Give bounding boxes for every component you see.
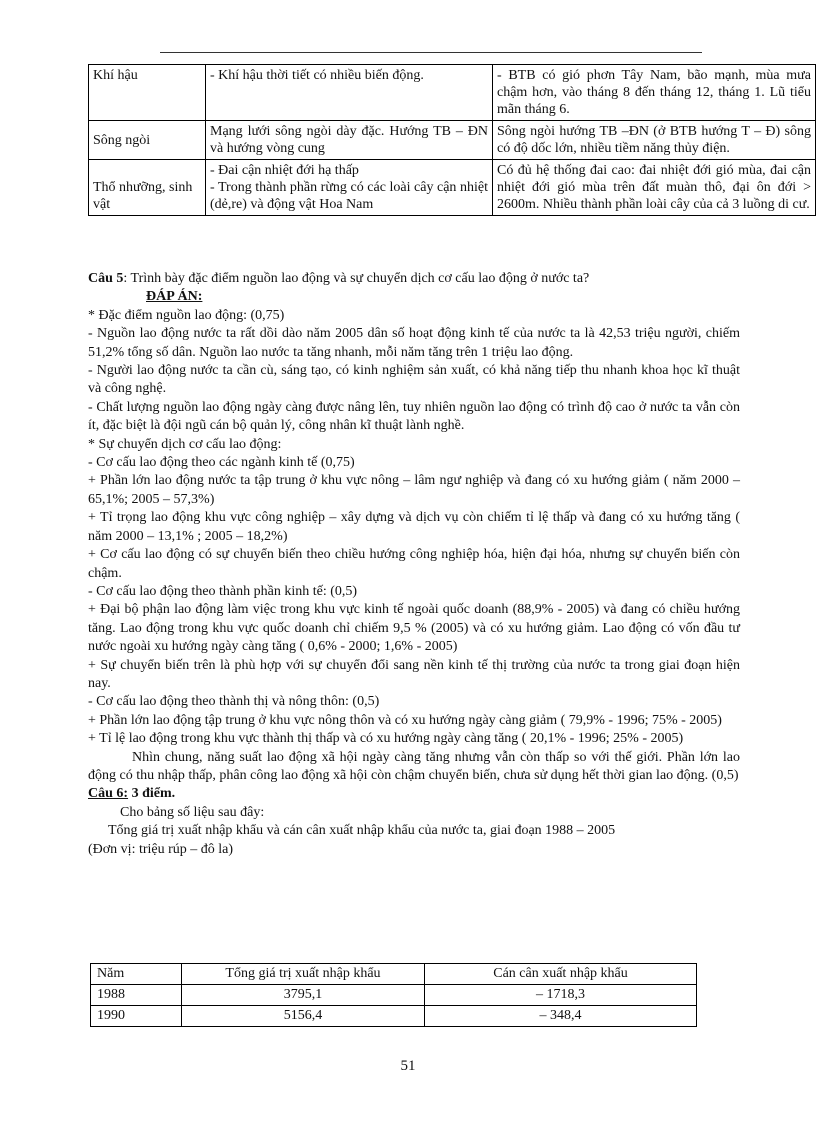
total-cell: 5156,4 [182,1006,425,1027]
cell-line: - Khí hậu thời tiết có nhiều biến động. [210,68,424,83]
year-cell: 1990 [91,1006,182,1027]
table-row [91,1006,697,1027]
total-cell: 3795,1 [182,985,425,1006]
cell-line: Mạng lưới sông ngòi dày đặc. Hướng TB – ĐN và hướng vòng cung [210,124,488,156]
question-points: 3 điểm. [128,786,176,802]
table-header-row [91,964,697,985]
row-label: Sông ngòi [89,121,206,160]
conclusion: Nhìn chung, năng suất lao động xã hội ngày càng tăng nhưng vẫn còn thấp so với thế giới. Phần lớn lao động có thu nhập thấp, phân công lao động xã hội còn chậm chuyển biến, chưa sử dụng hết thời gian lao động. (0,5) [88,749,740,783]
answer-line: + Cơ cấu lao động có sự chuyển biến theo chiều hướng công nghiệp hóa, hiện đại hóa, nhưng sự chuyển biến còn chậm. [88,547,740,581]
answer-line: - Nguồn lao động nước ta rất dồi dào năm 2005 dân số hoạt động kinh tế của nước ta là 42,53 triệu người, chiếm 51,2% tổng số dân. Nguồn lao nước ta tăng nhanh, mỗi năm tăng trên 1 triệu lao động. [88,326,740,360]
main-content [88,270,740,859]
question-intro: Cho bảng số liệu sau đây: [120,804,265,820]
page-number: 51 [400,1058,416,1074]
south-cell [493,121,816,160]
table-row [89,160,816,216]
table-row [89,121,816,160]
table-title: Tổng giá trị xuất nhập khẩu và cán cân xuất nhập khẩu của nước ta, giai đoạn 1988 – 2005 [108,823,616,839]
answer-line: * Đặc điểm nguồn lao động: (0,75) [88,307,285,323]
answer-line: + Tỉ trọng lao động khu vực công nghiệp – xây dựng và dịch vụ còn chiếm tỉ lệ thấp và đang có xu hướng tăng ( năm 2000 – 13,1% ; 2005 – 18,2%) [88,510,740,544]
table-unit: (Đơn vị: triệu rúp – đô la) [88,841,234,857]
question-text: : Trình bày đặc điểm nguồn lao động và sự chuyển dịch cơ cấu lao động ở nước ta? [123,271,590,286]
answer-line: + Sự chuyển biến trên là phù hợp với sự chuyển đổi sang nền kinh tế thị trường của nước ta trong giai đoạn hiện nay. [88,657,740,691]
answer-line: - Cơ cấu lao động theo thành thị và nông thôn: (0,5) [88,694,380,710]
column-header: Cán cân xuất nhập khẩu [425,964,697,985]
table-row [91,985,697,1006]
header-rule [160,52,702,53]
answer-line: + Tỉ lệ lao động trong khu vực thành thị thấp và có xu hướng ngày càng tăng ( 20,1% - 1996; 25% - 2005) [88,731,684,747]
answer-line: + Đại bộ phận lao động làm việc trong khu vực kinh tế ngoài quốc doanh (88,9% - 2005) và đang có chiều hướng tăng. Lao động trong khu vực quốc doanh chỉ chiếm 9,5 % (2005) và có xu hướng giảm. Lao động có vốn đầu tư nước ngoài xu hướng ngày càng tăng ( 0,6% - 2000; 1,6% - 2005) [88,602,740,655]
cell-line: - BTB có gió phơn Tây Nam, bão mạnh, mùa mưa chậm hơn, vào tháng 8 đến tháng 12, tháng 1. Lũ tiểu mãn tháng 6. [497,68,811,117]
answer-line: - Người lao động nước ta cần cù, sáng tạo, có kinh nghiệm sản xuất, có khả năng tiếp thu nhanh khoa học kĩ thuật và công nghệ. [88,363,740,397]
column-header: Năm [91,964,182,985]
trade-table [90,963,697,1027]
answer-heading: ĐÁP ÁN: [146,289,203,305]
answer-line: - Cơ cấu lao động theo các ngành kinh tế (0,75) [88,455,355,471]
cell-line: Sông ngòi hướng TB –ĐN (ở BTB hướng T – Đ) sông có độ dốc lớn, nhiều tiềm năng thủy điện. [497,124,811,156]
north-cell [206,160,493,216]
cell-line: - Trong thành phần rừng có các loài cây cận nhiệt (dẻ,re) và động vật Hoa Nam [210,180,488,212]
answer-line: - Chất lượng nguồn lao động ngày càng được nâng lên, tuy nhiên nguồn lao động có trình độ cao ở nước ta vẫn còn ít, đặc biệt là đội ngũ cán bộ quản lý, công nhân kĩ thuật lành nghề. [88,399,740,434]
balance-cell: – 348,4 [425,1006,697,1027]
column-header: Tổng giá trị xuất nhập khẩu [182,964,425,985]
row-label: Thổ nhưỡng, sinh vật [89,160,206,216]
answer-line: + Phần lớn lao động nước ta tập trung ở khu vực nông – lâm ngư nghiệp và đang có xu hướng giảm ( năm 2000 – 65,1%; 2005 – 57,3%) [88,473,740,507]
answer-line: * Sự chuyển dịch cơ cấu lao động: [88,436,282,452]
north-cell [206,121,493,160]
answer-line: + Phần lớn lao động tập trung ở khu vực nông thôn và có xu hướng ngày càng giảm ( 79,9% - 1996; 75% - 2005) [88,712,722,728]
answer-heading-row [88,288,740,306]
cell-line: Có đủ hệ thống đai cao: đai nhiệt đới gió mùa, đai cận nhiệt đới gió mùa trên đất muàn thô, đại ôn đới > 2600m. Nhiều thành phần loài cây của cả 3 luồng di cư. [497,163,811,212]
table-row [89,65,816,121]
balance-cell: – 1718,3 [425,985,697,1006]
question-6 [88,785,740,803]
year-cell: 1988 [91,985,182,1006]
comparison-table [88,64,816,216]
north-cell [206,65,493,121]
question-5 [88,270,740,288]
question-label: Câu 6: [88,786,129,802]
south-cell [493,65,816,121]
cell-line: - Đai cận nhiệt đới hạ thấp [210,163,359,178]
south-cell [493,160,816,216]
answer-line: - Cơ cấu lao động theo thành phần kinh tế: (0,5) [88,583,358,599]
row-label: Khí hậu [89,65,206,121]
question-label: Câu 5 [88,271,124,286]
